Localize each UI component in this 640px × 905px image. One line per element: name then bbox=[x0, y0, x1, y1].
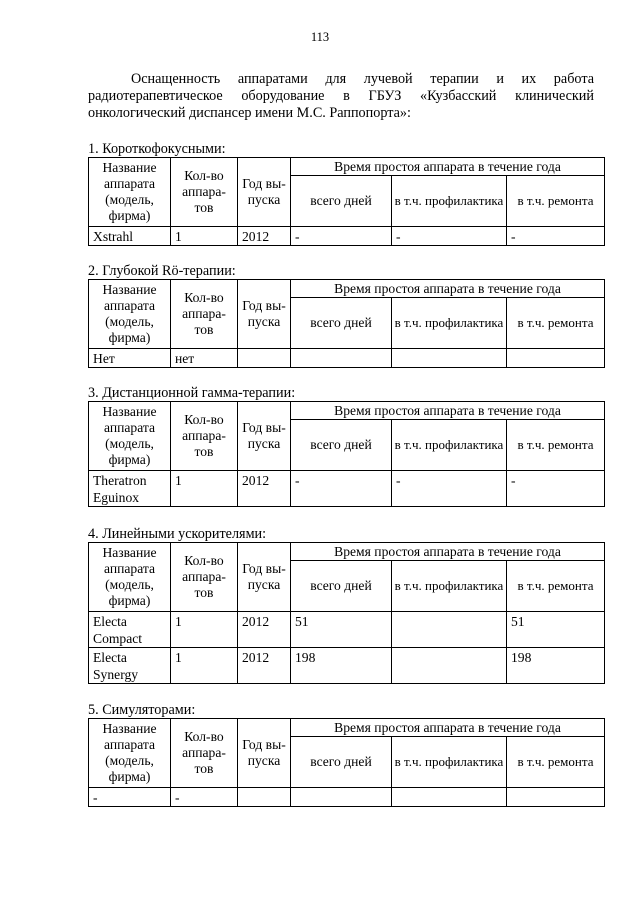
header-total-days: всего дней bbox=[291, 420, 392, 471]
cell-name: Electa Synergy bbox=[89, 648, 171, 684]
cell-count: 1 bbox=[171, 648, 238, 684]
header-maintenance: в т.ч. профилактика bbox=[392, 176, 507, 227]
header-downtime: Время простоя аппарата в течение года bbox=[291, 158, 605, 176]
cell-count: 1 bbox=[171, 612, 238, 648]
section-title-text: 5. Симуляторами: bbox=[88, 702, 196, 718]
section bbox=[88, 702, 604, 807]
cell-name: Нет bbox=[89, 349, 171, 368]
section bbox=[88, 263, 604, 368]
cell-maintenance bbox=[392, 612, 507, 648]
table-row bbox=[89, 788, 605, 807]
cell-year bbox=[238, 788, 291, 807]
header-name: Название аппарата (модель, фирма) bbox=[89, 158, 171, 227]
header-total-days: всего дней bbox=[291, 176, 392, 227]
cell-name: Electa Compact bbox=[89, 612, 171, 648]
header-name: Название аппарата (модель, фирма) bbox=[89, 402, 171, 471]
cell-repair: 51 bbox=[507, 612, 605, 648]
header-maintenance: в т.ч. профилактика bbox=[392, 420, 507, 471]
cell-year: 2012 bbox=[238, 612, 291, 648]
cell-count: нет bbox=[171, 349, 238, 368]
section bbox=[88, 141, 604, 246]
header-downtime: Время простоя аппарата в течение года bbox=[291, 280, 605, 298]
header-name: Название аппарата (модель, фирма) bbox=[89, 719, 171, 788]
page-number: 113 bbox=[310, 30, 330, 44]
cell-name: - bbox=[89, 788, 171, 807]
section-title-text: 4. Линейными ускорителями: bbox=[88, 526, 267, 542]
section-title bbox=[88, 263, 604, 279]
header-repair: в т.ч. ремонта bbox=[507, 561, 605, 612]
cell-maintenance: - bbox=[392, 227, 507, 246]
cell-total-days bbox=[291, 349, 392, 368]
header-count: Кол-во аппара- тов bbox=[171, 280, 238, 349]
cell-total-days: - bbox=[291, 227, 392, 246]
header-downtime: Время простоя аппарата в течение года bbox=[291, 402, 605, 420]
section-title bbox=[88, 141, 604, 157]
cell-count: - bbox=[171, 788, 238, 807]
header-maintenance: в т.ч. профилактика bbox=[392, 737, 507, 788]
header-maintenance: в т.ч. профилактика bbox=[392, 298, 507, 349]
header-maintenance: в т.ч. профилактика bbox=[392, 561, 507, 612]
intro-paragraph: Оснащенность аппаратами для лучевой терапии и их работа радиотерапевтическое оборудование в ГБУЗ «Кузбасский клинический онкологический диспансер имени М.С. Раппопорта»: bbox=[88, 71, 594, 121]
section-title bbox=[88, 385, 604, 401]
section bbox=[88, 526, 604, 684]
header-year: Год вы- пуска bbox=[238, 402, 291, 471]
table-row bbox=[89, 612, 605, 648]
section-title-text: 1. Короткофокусными: bbox=[88, 141, 226, 157]
header-repair: в т.ч. ремонта bbox=[507, 176, 605, 227]
header-name: Название аппарата (модель, фирма) bbox=[89, 280, 171, 349]
section-title-text: 2. Глубокой Rö-терапии: bbox=[88, 263, 236, 279]
header-count: Кол-во аппара- тов bbox=[171, 719, 238, 788]
cell-year: 2012 bbox=[238, 471, 291, 507]
header-name: Название аппарата (модель, фирма) bbox=[89, 543, 171, 612]
header-downtime: Время простоя аппарата в течение года bbox=[291, 719, 605, 737]
section-title-text: 3. Дистанционной гамма-терапии: bbox=[88, 385, 296, 401]
header-repair: в т.ч. ремонта bbox=[507, 298, 605, 349]
section bbox=[88, 385, 604, 507]
equipment-table bbox=[88, 279, 605, 368]
header-total-days: всего дней bbox=[291, 561, 392, 612]
cell-total-days: 198 bbox=[291, 648, 392, 684]
cell-repair: - bbox=[507, 227, 605, 246]
cell-maintenance bbox=[392, 788, 507, 807]
equipment-table bbox=[88, 157, 605, 246]
cell-name: Xstrahl bbox=[89, 227, 171, 246]
table-row bbox=[89, 349, 605, 368]
table-row bbox=[89, 227, 605, 246]
equipment-table bbox=[88, 542, 605, 684]
header-count: Кол-во аппара- тов bbox=[171, 543, 238, 612]
header-count: Кол-во аппара- тов bbox=[171, 402, 238, 471]
cell-maintenance: - bbox=[392, 471, 507, 507]
header-total-days: всего дней bbox=[291, 737, 392, 788]
equipment-table bbox=[88, 401, 605, 507]
equipment-table bbox=[88, 718, 605, 807]
cell-count: 1 bbox=[171, 471, 238, 507]
cell-year: 2012 bbox=[238, 227, 291, 246]
cell-repair bbox=[507, 349, 605, 368]
cell-year bbox=[238, 349, 291, 368]
cell-year: 2012 bbox=[238, 648, 291, 684]
cell-repair: 198 bbox=[507, 648, 605, 684]
table-row bbox=[89, 648, 605, 684]
cell-maintenance bbox=[392, 349, 507, 368]
cell-count: 1 bbox=[171, 227, 238, 246]
cell-maintenance bbox=[392, 648, 507, 684]
header-count: Кол-во аппара- тов bbox=[171, 158, 238, 227]
header-downtime: Время простоя аппарата в течение года bbox=[291, 543, 605, 561]
cell-total-days: 51 bbox=[291, 612, 392, 648]
header-year: Год вы- пуска bbox=[238, 719, 291, 788]
cell-total-days: - bbox=[291, 471, 392, 507]
header-total-days: всего дней bbox=[291, 298, 392, 349]
cell-repair: - bbox=[507, 471, 605, 507]
section-title bbox=[88, 702, 604, 718]
header-repair: в т.ч. ремонта bbox=[507, 737, 605, 788]
cell-repair bbox=[507, 788, 605, 807]
section-title bbox=[88, 526, 604, 542]
header-year: Год вы- пуска bbox=[238, 543, 291, 612]
header-repair: в т.ч. ремонта bbox=[507, 420, 605, 471]
cell-name: Theratron Eguinox bbox=[89, 471, 171, 507]
header-year: Год вы- пуска bbox=[238, 158, 291, 227]
table-row bbox=[89, 471, 605, 507]
header-year: Год вы- пуска bbox=[238, 280, 291, 349]
cell-total-days bbox=[291, 788, 392, 807]
